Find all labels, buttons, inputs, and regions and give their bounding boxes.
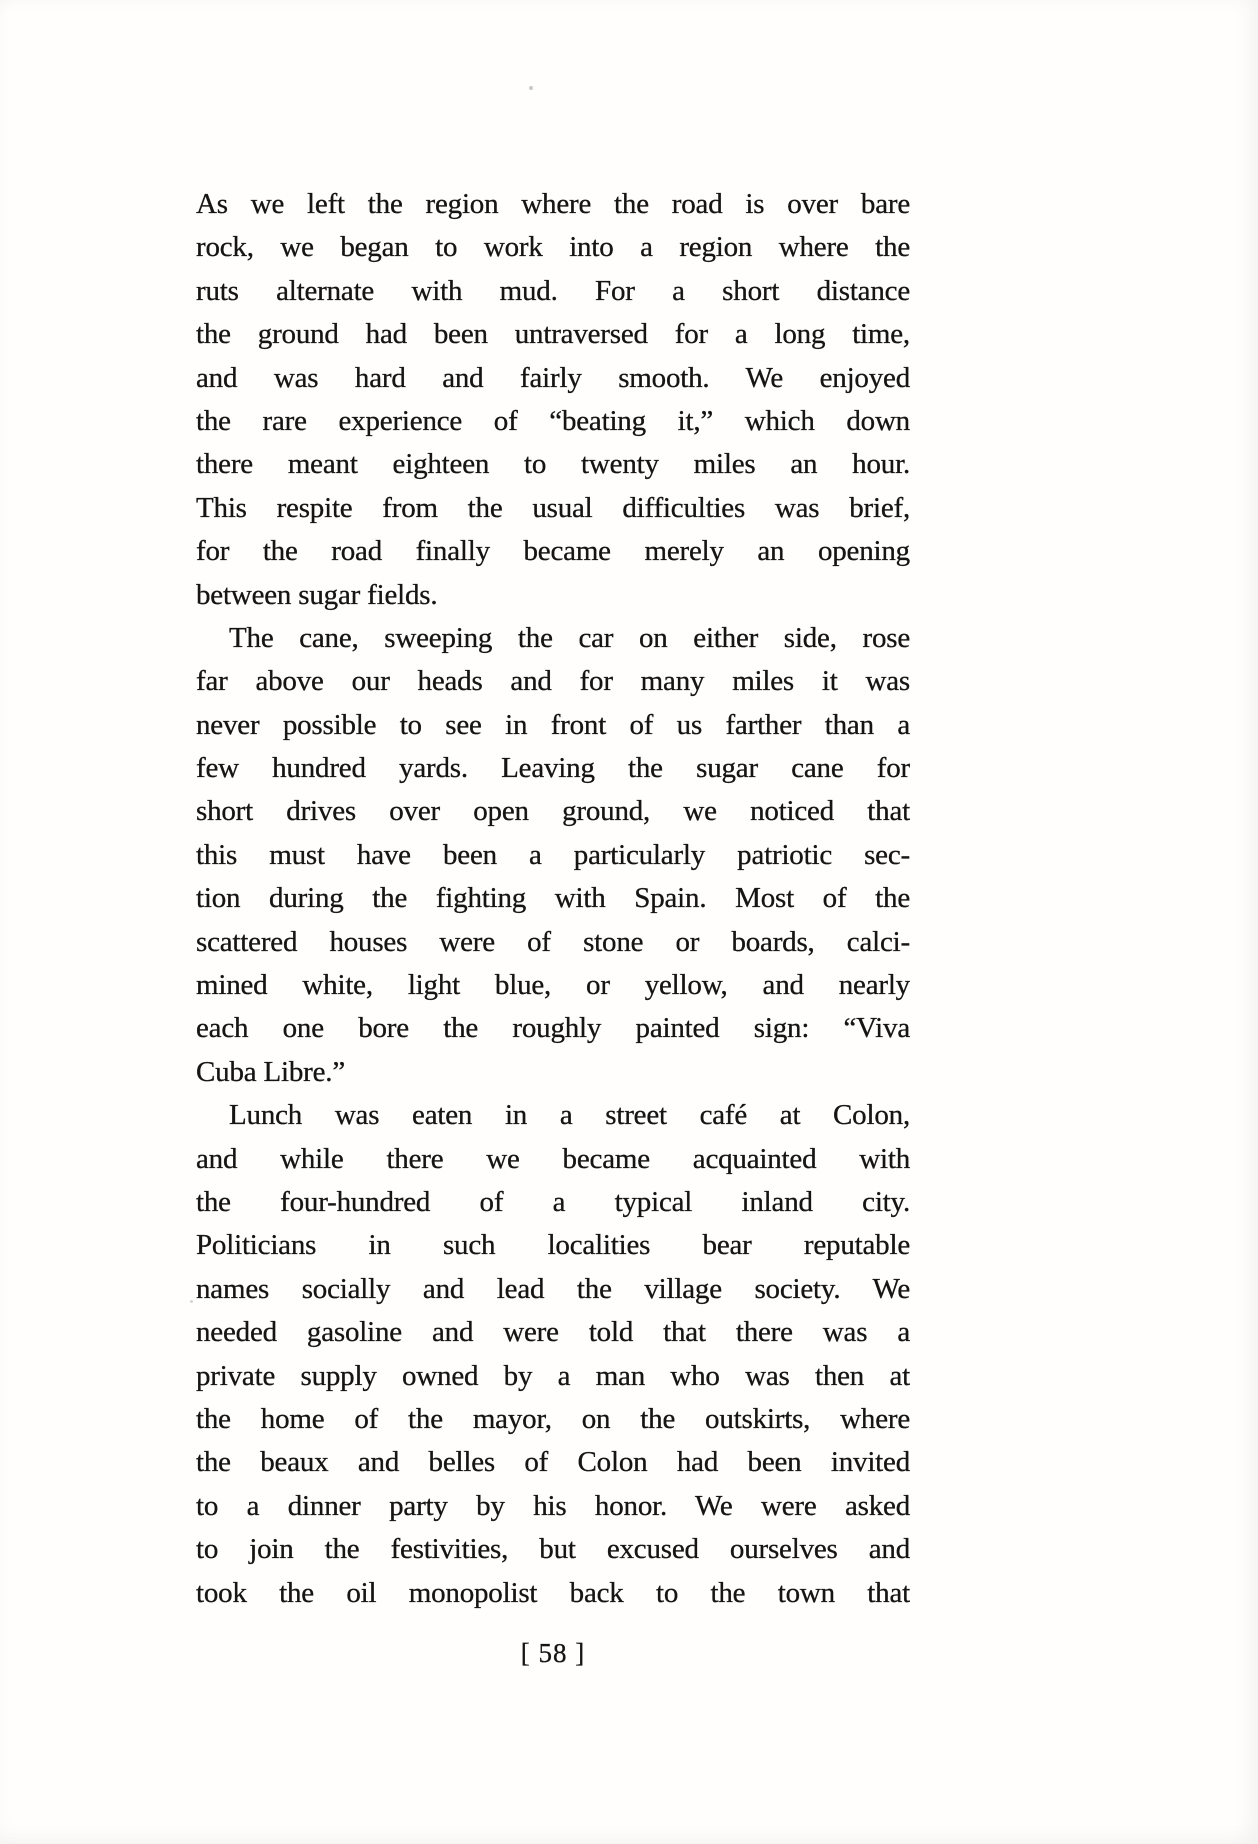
text-line: far above our heads and for many miles it was	[196, 665, 910, 698]
text-line: few hundred yards. Leaving the sugar cane for	[196, 752, 910, 785]
text-line: scattered houses were of stone or boards, calci-	[196, 925, 910, 958]
text-line: and was hard and fairly smooth. We enjoyed	[196, 361, 910, 394]
text-line: between sugar fields.	[196, 578, 438, 611]
text-line: this must have been a particularly patriotic sec-	[196, 838, 910, 871]
text-line: there meant eighteen to twenty miles an hour.	[196, 448, 910, 481]
text-line: Cuba Libre.”	[196, 1055, 345, 1088]
ink-speck	[529, 86, 533, 90]
text-line: each one bore the roughly painted sign: “Viva	[196, 1012, 910, 1045]
text-line: tion during the fighting with Spain. Most of the	[196, 882, 910, 915]
text-line: names socially and lead the village society. We	[196, 1272, 910, 1305]
text-line: This respite from the usual difficulties was brief,	[196, 491, 910, 524]
text-line: Lunch was eaten in a street café at Colon,	[229, 1099, 910, 1132]
ink-speck	[190, 1300, 193, 1303]
text-line: for the road finally became merely an opening	[196, 535, 910, 568]
text-line: The cane, sweeping the car on either side, rose	[229, 621, 910, 654]
text-line: never possible to see in front of us farther than a	[196, 708, 910, 741]
text-line: the beaux and belles of Colon had been invited	[196, 1446, 910, 1479]
text-line: rock, we began to work into a region where the	[196, 231, 910, 264]
text-line: short drives over open ground, we noticed that	[196, 795, 910, 828]
text-line: ruts alternate with mud. For a short distance	[196, 274, 910, 307]
page-number: [ 58 ]	[520, 1638, 586, 1668]
text-line: to a dinner party by his honor. We were asked	[196, 1489, 910, 1522]
text-line: needed gasoline and were told that there was a	[196, 1316, 910, 1349]
text-line: Politicians in such localities bear reputable	[196, 1229, 910, 1262]
text-line: to join the festivities, but excused ourselves and	[196, 1533, 910, 1566]
text-line: the four-hundred of a typical inland city.	[196, 1185, 910, 1218]
text-line: the ground had been untraversed for a long time,	[196, 318, 910, 351]
text-line: mined white, light blue, or yellow, and nearly	[196, 969, 910, 1002]
text-line: the home of the mayor, on the outskirts, where	[196, 1402, 910, 1435]
text-line: took the oil monopolist back to the town that	[196, 1576, 910, 1609]
text-line: private supply owned by a man who was then at	[196, 1359, 910, 1392]
text-line: the rare experience of “beating it,” which down	[196, 404, 910, 437]
text-line: and while there we became acquainted with	[196, 1142, 910, 1175]
page-text-block	[196, 183, 910, 1615]
text-line: As we left the region where the road is over bare	[196, 188, 910, 220]
